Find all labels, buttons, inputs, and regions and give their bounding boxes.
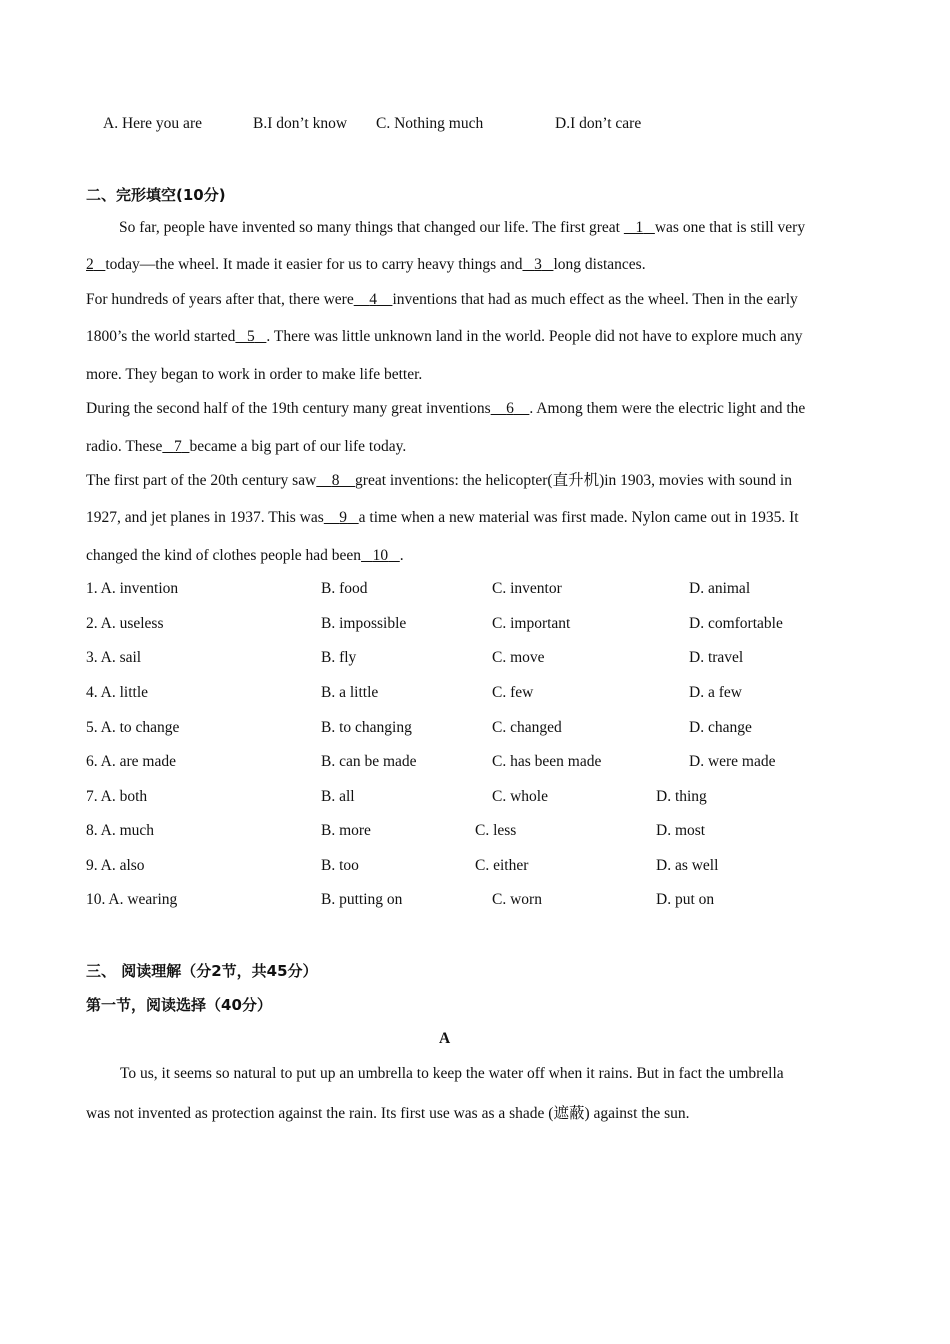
cloze-line-6: During the second half of the 19th century many great inventions 6 . Among them were the electric light and the: [86, 400, 806, 417]
blank-7: 7: [173, 438, 182, 455]
question-row: [0, 822, 950, 842]
option-a: 9. A. also: [86, 857, 145, 874]
option-a: 5. A. to change: [86, 719, 180, 736]
option-b: B. putting on: [321, 891, 403, 908]
option-b: B. to changing: [321, 719, 412, 736]
cloze-line-3: For hundreds of years after that, there were 4 inventions that had as much effect as the wheel. Then in the early: [86, 291, 798, 308]
option-c: C. few: [492, 684, 534, 701]
option-d: D. thing: [656, 788, 707, 805]
option-a: 7. A. both: [86, 788, 148, 805]
question-row: [0, 684, 950, 704]
passage-title: A: [439, 1030, 451, 1047]
option-d: D. change: [689, 719, 752, 736]
option-a: 3. A. sail: [86, 649, 142, 666]
option-c: C. either: [475, 857, 529, 874]
passage-line-1: To us, it seems so natural to put up an umbrella to keep the water off when it rains. But in fact the umbrella: [120, 1065, 784, 1082]
option-a: 8. A. much: [86, 822, 155, 839]
cloze-line-9: 1927, and jet planes in 1937. This was 9 a time when a new material was first made. Nylon came out in 1935. It: [86, 509, 799, 526]
blank-5: 5: [247, 328, 255, 345]
passage-line-2: was not invented as protection against the rain. Its first use was as a shade (遮蔽) against the sun.: [86, 1105, 690, 1122]
question-row: [0, 615, 950, 635]
cloze-line-1: So far, people have invented so many things that changed our life. The first great 1 was one that is still very: [119, 219, 806, 236]
blank-6: 6: [506, 400, 514, 417]
question-row: [0, 857, 950, 877]
question-row: [0, 719, 950, 739]
option-b: B. too: [321, 857, 359, 874]
prev-option-c: C. Nothing much: [376, 115, 484, 132]
option-d: D. a few: [689, 684, 742, 701]
question-row: [0, 788, 950, 808]
option-b: B. food: [321, 580, 368, 597]
option-a: 6. A. are made: [86, 753, 176, 770]
option-a: 2. A. useless: [86, 615, 164, 632]
option-a: 4. A. little: [86, 684, 148, 701]
option-c: C. whole: [492, 788, 548, 805]
option-c: C. important: [492, 615, 571, 632]
option-d: D. were made: [689, 753, 776, 770]
cloze-line-10: changed the kind of clothes people had been 10 .: [86, 547, 404, 564]
cloze-line-7: radio. These 7 became a big part of our life today.: [86, 438, 407, 455]
question-row: [0, 580, 950, 600]
blank-1: 1: [635, 219, 644, 236]
option-c: C. changed: [492, 719, 562, 736]
option-b: B. impossible: [321, 615, 407, 632]
question-row: [0, 753, 950, 773]
section3-heading: 三、 阅读理解（分2节，共45分）: [86, 962, 318, 980]
option-a: 1. A. invention: [86, 580, 179, 597]
blank-8: 8: [331, 472, 340, 489]
option-c: C. has been made: [492, 753, 602, 770]
option-d: D. put on: [656, 891, 715, 908]
cloze-line-5: more. They began to work in order to make life better.: [86, 366, 423, 383]
blank-9: 9: [339, 509, 348, 526]
blank-3: 3: [534, 256, 542, 273]
cloze-line-4: 1800’s the world started 5 . There was little unknown land in the world. People did not have to explore much any: [86, 328, 803, 345]
option-b: B. can be made: [321, 753, 417, 770]
question-row: [0, 891, 950, 911]
section2-heading: 二、完形填空(10分): [86, 186, 226, 204]
prev-option-b: B.I don’t know: [253, 115, 348, 132]
option-d: D. travel: [689, 649, 744, 666]
option-d: D. as well: [656, 857, 719, 874]
option-b: B. more: [321, 822, 371, 839]
question-row: [0, 649, 950, 669]
option-d: D. most: [656, 822, 706, 839]
cloze-line-2: 2 today—the wheel. It made it easier for us to carry heavy things and 3 long distances.: [86, 256, 646, 273]
option-d: D. animal: [689, 580, 751, 597]
option-c: C. less: [475, 822, 517, 839]
option-a: 10. A. wearing: [86, 891, 178, 908]
option-c: C. move: [492, 649, 545, 666]
option-b: B. fly: [321, 649, 357, 666]
option-b: B. a little: [321, 684, 379, 701]
blank-4: 4: [369, 291, 377, 308]
option-c: C. worn: [492, 891, 542, 908]
prev-option-d: D.I don’t care: [555, 115, 642, 132]
blank-10: 10: [372, 547, 389, 564]
cloze-line-8: The first part of the 20th century saw 8 great inventions: the helicopter(直升机)in 1903, movies with sound in: [86, 472, 792, 489]
option-c: C. inventor: [492, 580, 562, 597]
option-d: D. comfortable: [689, 615, 783, 632]
prev-option-a: A. Here you are: [103, 115, 202, 132]
section3-subheading: 第一节，阅读选择（40分）: [86, 996, 272, 1014]
blank-2: 2: [86, 256, 94, 273]
option-b: B. all: [321, 788, 355, 805]
